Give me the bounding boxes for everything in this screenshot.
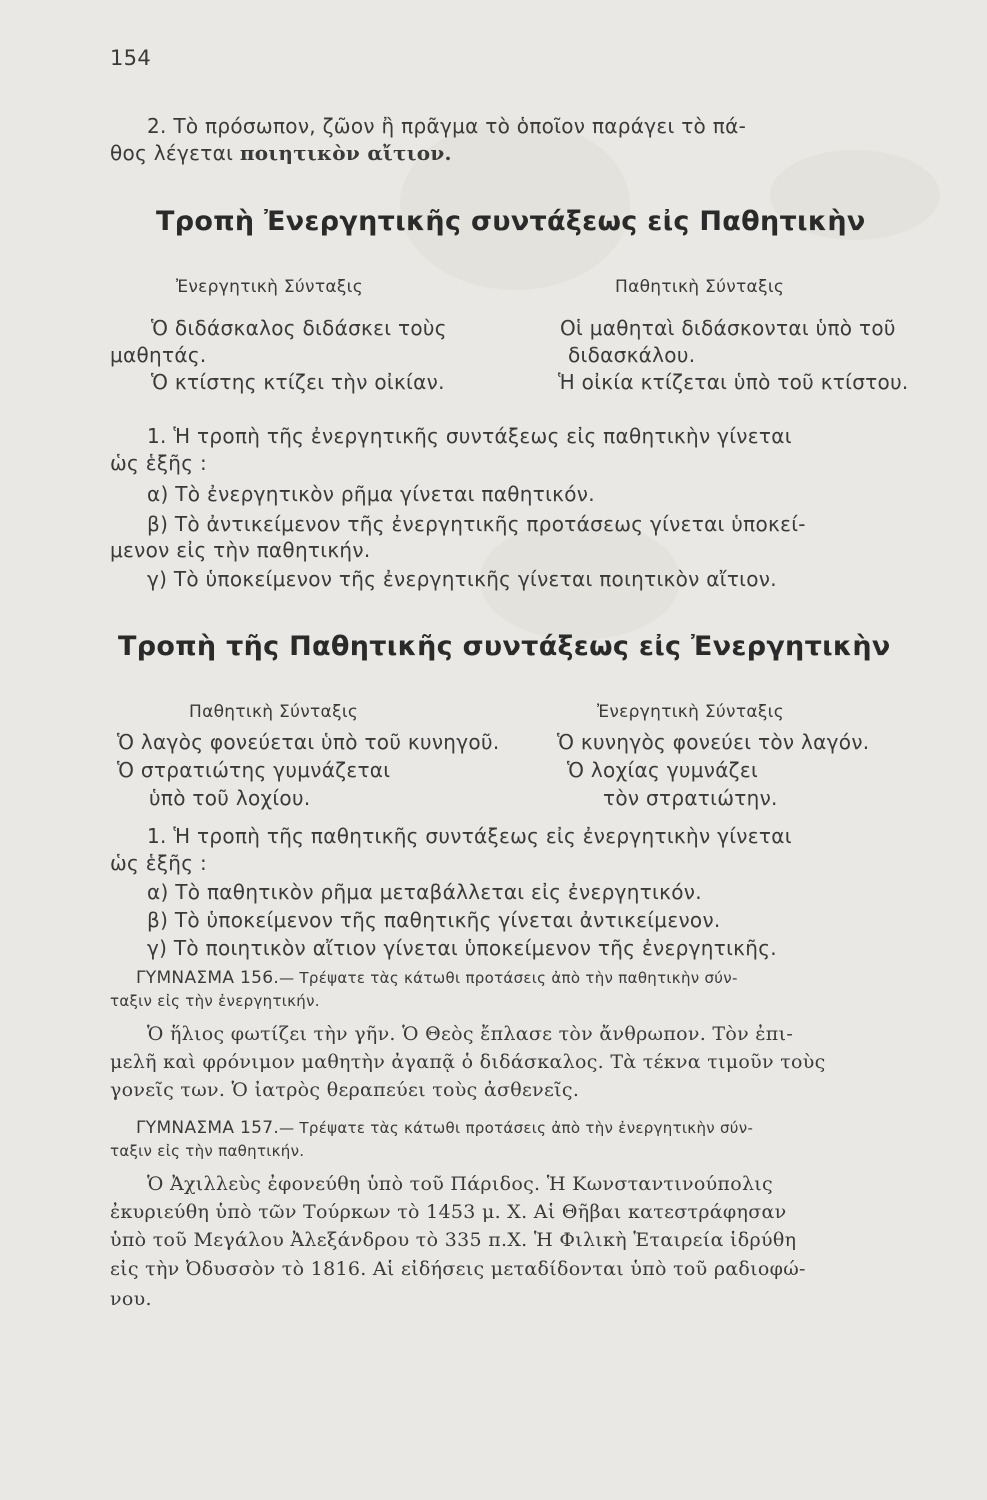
- exercise156-sentence: μελῆ καὶ φρόνιμον μαθητὴν ἀγαπᾷ ὁ διδάσκαλος. Τὰ τέκνα τιμοῦν τοὺς: [110, 1051, 826, 1073]
- section2-rule: β) Τὸ ὑποκείμενον τῆς παθητικῆς γίνεται ἀντικείμενον.: [147, 908, 721, 932]
- exercise157-instruction: ταξιν εἰς τὴν παθητικήν.: [110, 1142, 305, 1160]
- section2-right-example: Ὁ κυνηγὸς φονεύει τὸν λαγόν.: [557, 730, 870, 754]
- section1-rule: γ) Τὸ ὑποκείμενον τῆς ἐνεργητικῆς γίνεται ποιητικὸν αἴτιον.: [147, 567, 777, 591]
- exercise157-label: ΓΥΜΝΑΣΜΑ 157.: [136, 1118, 280, 1138]
- section1-right-caption: Παθητικὴ Σύνταξις: [615, 277, 785, 297]
- exercise157-sentence: νου.: [110, 1288, 152, 1310]
- intro-text: θος λέγεται: [110, 141, 240, 165]
- section2-left-example: Ὁ λαγὸς φονεύεται ὑπὸ τοῦ κυνηγοῦ.: [117, 730, 500, 754]
- exercise157-instruction: [136, 1118, 753, 1138]
- section2-left-example: ὑπὸ τοῦ λοχίου.: [149, 786, 311, 810]
- exercise156-sentence: γονεῖς των. Ὁ ἰατρὸς θεραπεύει τοὺς ἀσθενεῖς.: [110, 1079, 580, 1101]
- section2-heading: Τροπὴ τῆς Παθητικῆς συντάξεως εἰς Ἐνεργητικὴν: [118, 631, 891, 662]
- exercise157-sentence: Ὁ Ἀχιλλεὺς ἐφονεύθη ὑπὸ τοῦ Πάριδος. Ἡ Κωνσταντινούπολις: [147, 1173, 773, 1195]
- section2-right-example: τὸν στρατιώτην.: [603, 786, 778, 810]
- section1-left-caption: Ἐνεργητικὴ Σύνταξις: [176, 277, 364, 297]
- intro-bold-term: ποιητικὸν αἴτιον.: [239, 141, 452, 165]
- section2-right-caption: Ἐνεργητικὴ Σύνταξις: [597, 702, 785, 722]
- section1-rule: ὡς ἑξῆς :: [110, 451, 208, 475]
- exercise157-instruction-text: — Τρέψατε τὰς κάτωθι προτάσεις ἀπὸ τὴν ἐνεργητικὴν σύν-: [279, 1119, 754, 1137]
- exercise156-sentence: Ὁ ἥλιος φωτίζει τὴν γῆν. Ὁ Θεὸς ἔπλασε τὸν ἄνθρωπον. Τὸν ἐπι-: [147, 1023, 794, 1045]
- section1-right-example: Ἡ οἰκία κτίζεται ὑπὸ τοῦ κτίστου.: [558, 370, 909, 394]
- section2-rule: γ) Τὸ ποιητικὸν αἴτιον γίνεται ὑποκείμενον τῆς ἐνεργητικῆς.: [147, 936, 777, 960]
- section2-rule: 1. Ἡ τροπὴ τῆς παθητικῆς συντάξεως εἰς ἐνεργητικὴν γίνεται: [147, 824, 792, 848]
- exercise156-instruction-text: — Τρέψατε τὰς κάτωθι προτάσεις ἀπὸ τὴν παθητικὴν σύν-: [279, 969, 738, 987]
- intro-line: 2. Τὸ πρόσωπον, ζῶον ἢ πρᾶγμα τὸ ὁποῖον παράγει τὸ πά-: [147, 114, 747, 138]
- section1-rule: μενον εἰς τὴν παθητικήν.: [110, 538, 371, 562]
- section1-left-example: μαθητάς.: [110, 343, 207, 367]
- exercise156-instruction: [136, 968, 738, 988]
- section2-left-caption: Παθητικὴ Σύνταξις: [189, 702, 359, 722]
- section2-left-example: Ὁ στρατιώτης γυμνάζεται: [117, 758, 391, 782]
- exercise156-instruction: ταξιν εἰς τὴν ἐνεργητικήν.: [110, 992, 320, 1010]
- section1-rule: α) Τὸ ἐνεργητικὸν ρῆμα γίνεται παθητικόν.: [147, 482, 595, 506]
- section1-left-example: Ὁ κτίστης κτίζει τὴν οἰκίαν.: [151, 370, 445, 394]
- section1-rule: β) Τὸ ἀντικείμενον τῆς ἐνεργητικῆς προτάσεως γίνεται ὑποκεί-: [147, 512, 806, 536]
- exercise157-sentence: ἐκυριεύθη ὑπὸ τῶν Τούρκων τὸ 1453 μ. Χ. Αἱ Θῆβαι κατεστράφησαν: [110, 1201, 787, 1223]
- section1-heading: Τροπὴ Ἐνεργητικῆς συντάξεως εἰς Παθητικὴν: [156, 206, 866, 237]
- exercise157-sentence: εἰς τὴν Ὀδυσσὸν τὸ 1816. Αἱ εἰδήσεις μεταδίδονται ὑπὸ τοῦ ραδιοφώ-: [110, 1258, 806, 1280]
- exercise157-sentence: ὑπὸ τοῦ Μεγάλου Ἀλεξάνδρου τὸ 335 π.Χ. Ἡ Φιλικὴ Ἑταιρεία ἱδρύθη: [110, 1229, 797, 1251]
- intro-line: [110, 141, 452, 165]
- page-number: 154: [110, 46, 151, 70]
- section1-left-example: Ὁ διδάσκαλος διδάσκει τοὺς: [151, 316, 447, 340]
- section2-right-example: Ὁ λοχίας γυμνάζει: [567, 758, 759, 782]
- exercise156-label: ΓΥΜΝΑΣΜΑ 156.: [136, 968, 280, 988]
- section1-right-example: Οἱ μαθηταὶ διδάσκονται ὑπὸ τοῦ: [560, 316, 896, 340]
- section1-right-example: διδασκάλου.: [568, 343, 696, 367]
- section1-rule: 1. Ἡ τροπὴ τῆς ἐνεργητικῆς συντάξεως εἰς παθητικὴν γίνεται: [147, 424, 792, 448]
- section2-rule: ὡς ἑξῆς :: [110, 851, 208, 875]
- section2-rule: α) Τὸ παθητικὸν ρῆμα μεταβάλλεται εἰς ἐνεργητικόν.: [147, 880, 702, 904]
